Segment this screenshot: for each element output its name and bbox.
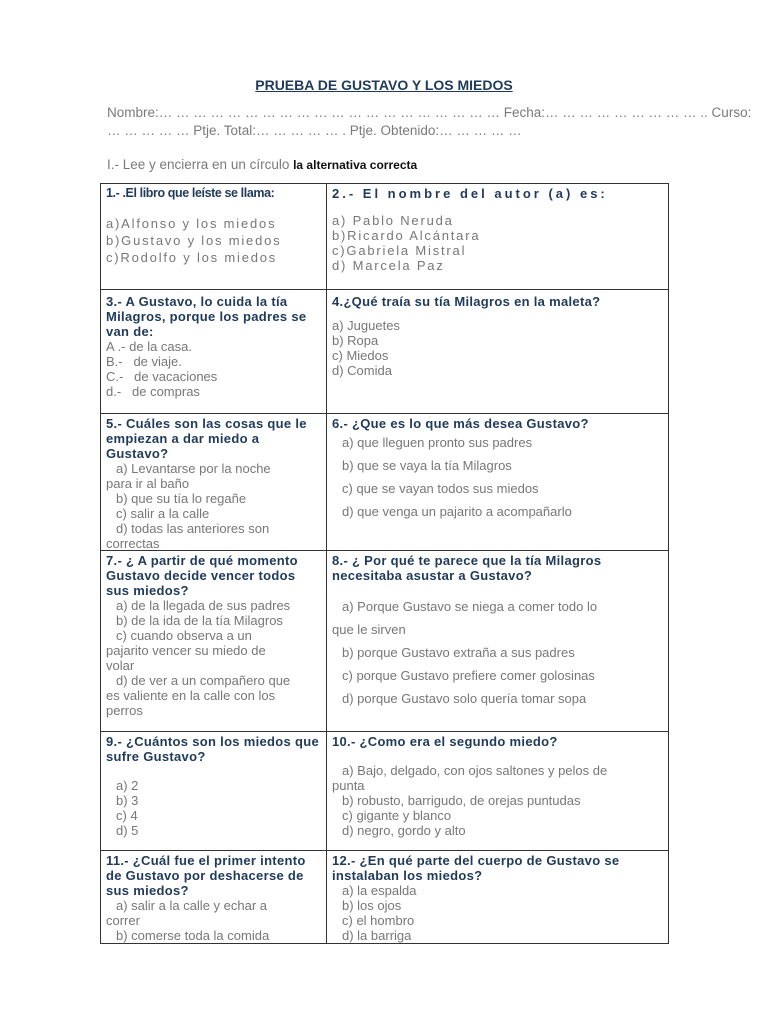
option[interactable]: d) Marcela Paz — [332, 258, 445, 273]
document-title: PRUEBA DE GUSTAVO Y LOS MIEDOS — [255, 77, 513, 93]
question-3 — [101, 290, 327, 413]
option[interactable]: d) Comida — [332, 363, 392, 378]
option[interactable]: A .- de la casa. — [106, 339, 192, 354]
instruction-text: I.- Lee y encierra en un círculo — [107, 157, 294, 172]
option[interactable]: c) Miedos — [332, 348, 389, 363]
option-continuation[interactable]: punta — [332, 778, 365, 793]
question-text: 7.- ¿ A partir de qué momento Gustavo decide vencer todos sus miedos? — [106, 553, 298, 598]
option[interactable]: d) todas las anteriores son — [116, 521, 270, 536]
question-10 — [327, 732, 668, 850]
option[interactable]: c) porque Gustavo prefiere comer golosinas — [342, 668, 595, 683]
option[interactable]: b) 3 — [116, 793, 139, 808]
option[interactable]: C.- de vacaciones — [106, 369, 218, 384]
option[interactable]: c) que se vayan todos sus miedos — [342, 481, 539, 496]
option[interactable]: d) de ver a un compañero que — [116, 673, 291, 688]
option[interactable]: d) 5 — [116, 823, 139, 838]
option[interactable]: a) la espalda — [342, 883, 417, 898]
question-text: 11.- ¿Cuál fue el primer intento de Gustavo por deshacerse de sus miedos? — [106, 853, 306, 898]
option[interactable]: a) Bajo, delgado, con ojos saltones y pelos de — [342, 763, 608, 778]
question-text: 2.- El nombre del autor (a) es: — [332, 186, 608, 201]
question-text: 10.- ¿Como era el segundo miedo? — [332, 734, 558, 749]
student-info-line-1: Nombre:… … … … … … … … … … … … … … … … … … … … Fecha:… … … … … … … … … .. Curso: — [107, 105, 752, 120]
question-12 — [327, 851, 668, 943]
question-11 — [101, 851, 327, 943]
option[interactable]: d) negro, gordo y alto — [342, 823, 466, 838]
option[interactable]: b) robusto, barrigudo, de orejas puntudas — [342, 793, 581, 808]
option[interactable]: b) que su tía lo regañe — [116, 491, 247, 506]
option[interactable]: a) que lleguen pronto sus padres — [342, 435, 533, 450]
option[interactable]: B.- de viaje. — [106, 354, 182, 369]
instruction — [107, 157, 417, 172]
table-row — [101, 184, 668, 290]
option[interactable]: b) de la ida de la tía Milagros — [116, 613, 283, 628]
option[interactable]: c) cuando observa a un — [116, 628, 252, 643]
option-continuation[interactable]: perros — [106, 703, 143, 718]
option[interactable]: d.- de compras — [106, 384, 200, 399]
question-text: 1.- .El libro que leíste se llama: — [106, 186, 275, 200]
option[interactable]: b) Ropa — [332, 333, 379, 348]
option[interactable]: a) de la llegada de sus padres — [116, 598, 291, 613]
option[interactable]: b) comerse toda la comida — [116, 928, 270, 943]
table-row — [101, 732, 668, 851]
question-text: 3.- A Gustavo, lo cuida la tía Milagros, porque los padres se van de: — [106, 294, 307, 339]
question-7 — [101, 551, 327, 731]
option-continuation[interactable]: que le sirven — [332, 622, 406, 637]
question-9 — [101, 732, 327, 850]
question-2 — [327, 184, 668, 289]
questions-table — [100, 183, 669, 944]
question-1 — [101, 184, 327, 289]
question-4 — [327, 290, 668, 413]
table-row — [101, 551, 668, 732]
option[interactable]: b) que se vaya la tía Milagros — [342, 458, 512, 473]
option-continuation[interactable]: correctas — [106, 536, 160, 550]
option-continuation[interactable]: correr — [106, 913, 140, 928]
student-info-line-2: … … … … … Ptje. Total:… … … … … . Ptje. Obtenido:… … … … … — [107, 123, 522, 138]
option[interactable]: a) Juguetes — [332, 318, 400, 333]
option[interactable]: a)Alfonso y los miedos — [106, 216, 277, 231]
question-text: 8.- ¿ Por qué te parece que la tía Milagros necesitaba asustar a Gustavo? — [332, 553, 602, 583]
option[interactable]: d) que venga un pajarito a acompañarlo — [342, 504, 572, 519]
question-6 — [327, 414, 668, 550]
option-continuation[interactable]: pajarito vencer su miedo de — [106, 643, 266, 658]
option[interactable]: b)Gustavo y los miedos — [106, 233, 282, 248]
option-continuation[interactable]: es valiente en la calle con los — [106, 688, 276, 703]
option[interactable]: c) gigante y blanco — [342, 808, 452, 823]
question-text: 9.- ¿Cuántos son los miedos que sufre Gustavo? — [106, 734, 319, 764]
option[interactable]: c)Gabriela Mistral — [332, 243, 467, 258]
option[interactable]: c) salir a la calle — [116, 506, 210, 521]
option[interactable]: d) porque Gustavo solo quería tomar sopa — [342, 691, 587, 706]
instruction-bold: la alternativa correcta — [293, 158, 418, 172]
option[interactable]: c)Rodolfo y los miedos — [106, 250, 278, 265]
question-text: 12.- ¿En qué parte del cuerpo de Gustavo se instalaban los miedos? — [332, 853, 620, 883]
question-text: 6.- ¿Que es lo que más desea Gustavo? — [332, 416, 589, 431]
option[interactable]: b) porque Gustavo extraña a sus padres — [342, 645, 575, 660]
question-8 — [327, 551, 668, 731]
option[interactable]: a) Pablo Neruda — [332, 213, 454, 228]
table-row — [101, 414, 668, 551]
option[interactable]: b)Ricardo Alcántara — [332, 228, 481, 243]
question-text: 4.¿Qué traía su tía Milagros en la maleta? — [332, 294, 601, 309]
table-row — [101, 290, 668, 414]
option-continuation[interactable]: para ir al baño — [106, 476, 190, 491]
option[interactable]: a) Levantarse por la noche — [116, 461, 271, 476]
option[interactable]: c) 4 — [116, 808, 138, 823]
option[interactable]: c) el hombro — [342, 913, 415, 928]
question-5 — [101, 414, 327, 550]
option[interactable]: b) los ojos — [342, 898, 402, 913]
option[interactable]: a) 2 — [116, 778, 139, 793]
option[interactable]: a) Porque Gustavo se niega a comer todo lo — [342, 599, 598, 614]
option[interactable]: d) la barriga — [342, 928, 412, 943]
table-row — [101, 851, 668, 943]
option[interactable]: a) salir a la calle y echar a — [116, 898, 268, 913]
option-continuation[interactable]: volar — [106, 658, 135, 673]
question-text: 5.- Cuáles son las cosas que le empiezan a dar miedo a Gustavo? — [106, 416, 307, 461]
